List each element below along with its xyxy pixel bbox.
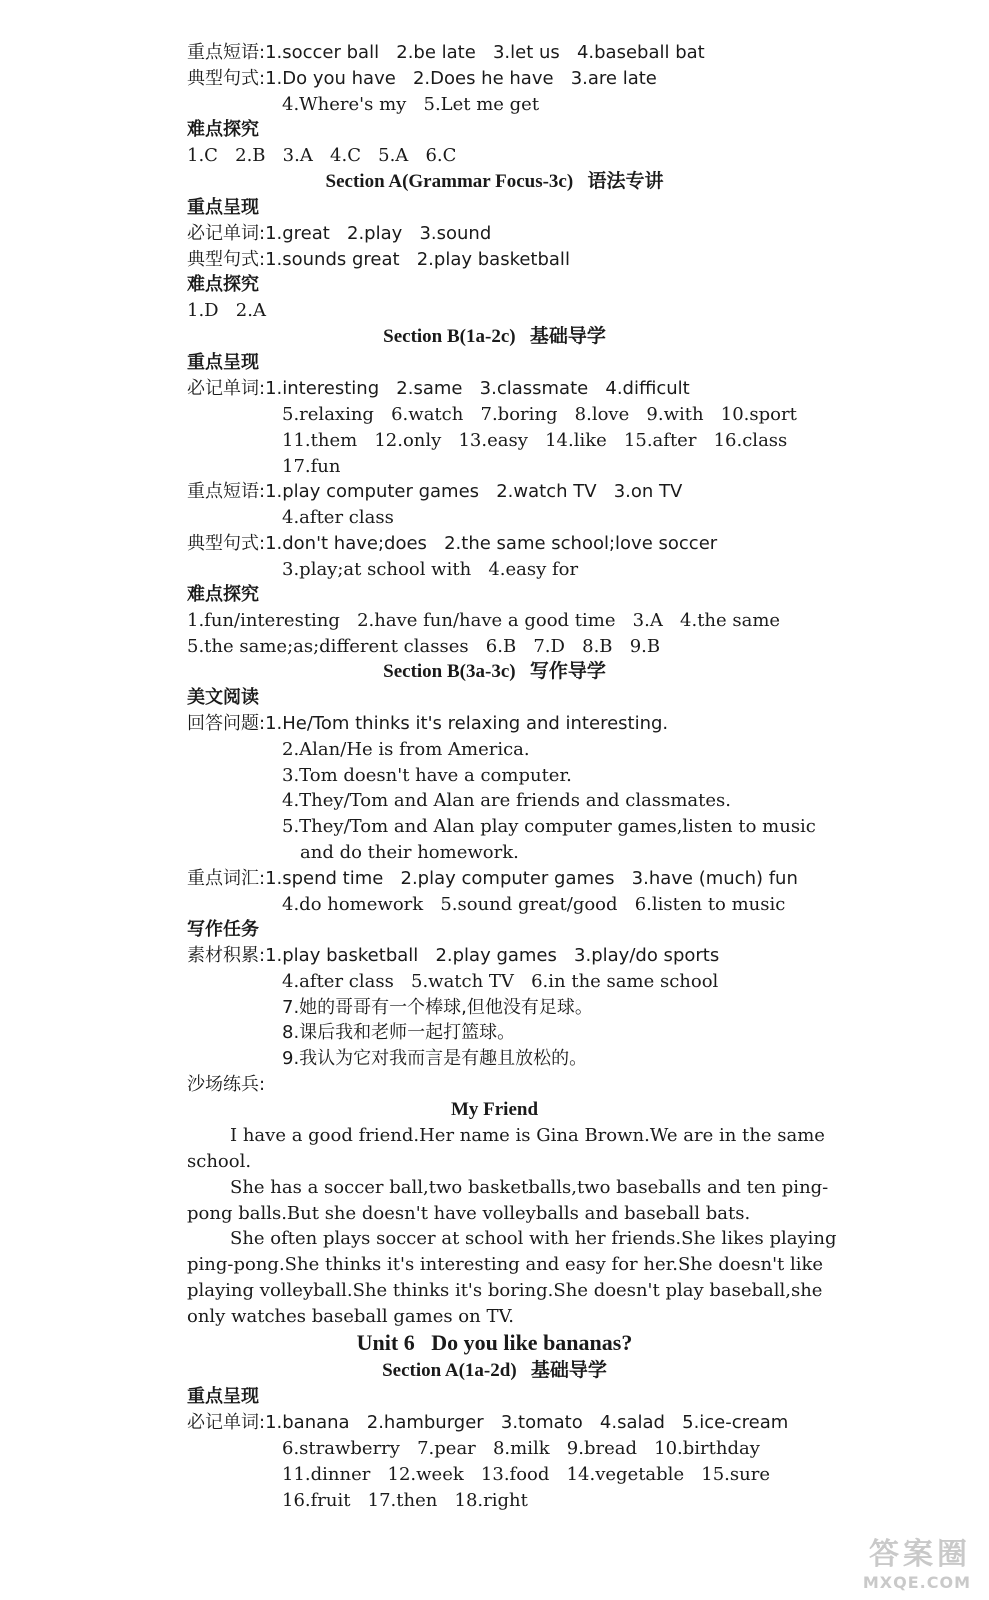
answer-questions-line: 回答问题:1.He/Tom thinks it's relaxing and interesting. — [187, 713, 669, 734]
answer-line: 5.the same;as;different classes 6.B 7.D 8.B 9.B — [187, 636, 661, 657]
essay-line: playing volleyball.She thinks it's boring.She doesn't play baseball,she — [187, 1280, 823, 1301]
essay-title: My Friend — [450, 1099, 539, 1120]
answer-line: 4.do homework 5.sound great/good 6.listen to music — [282, 894, 786, 915]
answer-line: 3.play;at school with 4.easy for — [282, 559, 579, 580]
key-phrases-line: 重点短语:1.play computer games 2.watch TV 3.on TV — [187, 481, 683, 502]
answer-line: 4.Where's my 5.Let me get — [282, 94, 540, 115]
essay-line: She has a soccer ball,two basketballs,two baseballs and ten ping- — [230, 1177, 829, 1198]
watermark-logo-text: 答案圈 — [869, 1537, 971, 1572]
key-phrases-line: 重点短语:1.soccer ball 2.be late 3.let us 4.baseball bat — [187, 42, 705, 63]
unit-title: Unit 6 Do you like bananas? — [356, 1330, 633, 1355]
watermark-url: MXQE.COM — [862, 1573, 971, 1592]
typical-sentences-line: 典型句式:1.sounds great 2.play basketball — [187, 249, 570, 270]
answer-line: 1.fun/interesting 2.have fun/have a good time 3.A 4.the same — [187, 610, 781, 631]
section-title: Section B(1a-2c) 基础导学 — [383, 326, 606, 347]
essay-line: pong balls.But she doesn't have volleyballs and baseball bats. — [187, 1203, 751, 1224]
section-heading: 重点呈现 — [187, 197, 259, 218]
site-watermark — [863, 1529, 971, 1592]
answer-line: 7.她的哥哥有一个棒球,但他没有足球。 — [282, 997, 593, 1018]
essay-line: only watches baseball games on TV. — [187, 1306, 515, 1327]
typical-sentences-line: 典型句式:1.don't have;does 2.the same school;love soccer — [187, 533, 718, 554]
essay-line: school. — [187, 1151, 252, 1172]
answer-line: 11.dinner 12.week 13.food 14.vegetable 15.sure — [282, 1464, 770, 1485]
must-know-words-line: 必记单词:1.banana 2.hamburger 3.tomato 4.salad 5.ice-cream — [187, 1412, 789, 1433]
answer-line: 6.strawberry 7.pear 8.milk 9.bread 10.birthday — [282, 1438, 760, 1459]
answer-line: 5.relaxing 6.watch 7.boring 8.love 9.with 10.sport — [282, 404, 797, 425]
answer-line: 11.them 12.only 13.easy 14.like 15.after 16.class — [282, 430, 788, 451]
answer-line: 4.after class — [282, 507, 394, 528]
section-title: Section A(1a-2d) 基础导学 — [382, 1360, 607, 1381]
section-heading: 美文阅读 — [187, 687, 259, 708]
answer-line: 4.They/Tom and Alan are friends and classmates. — [282, 790, 731, 811]
answer-line: 1.D 2.A — [187, 300, 266, 321]
section-heading: 重点呈现 — [187, 1386, 259, 1407]
key-vocabulary-line: 重点词汇:1.spend time 2.play computer games 3.have (much) fun — [187, 868, 798, 889]
section-heading: 重点呈现 — [187, 352, 259, 373]
section-heading: 难点探究 — [187, 584, 259, 605]
essay-line: I have a good friend.Her name is Gina Brown.We are in the same — [230, 1125, 825, 1146]
essay-line: ping-pong.She thinks it's interesting and easy for her.She doesn't like — [187, 1254, 824, 1275]
answer-line: 3.Tom doesn't have a computer. — [282, 765, 572, 786]
must-know-words-line: 必记单词:1.great 2.play 3.sound — [187, 223, 492, 244]
section-heading: 难点探究 — [187, 274, 259, 295]
answer-line: 4.after class 5.watch TV 6.in the same school — [282, 971, 719, 992]
section-heading: 写作任务 — [187, 919, 259, 940]
section-title: Section A(Grammar Focus-3c) 语法专讲 — [325, 171, 664, 192]
essay-line: She often plays soccer at school with her friends.She likes playing — [230, 1228, 837, 1249]
practice-label: 沙场练兵: — [187, 1074, 266, 1095]
must-know-words-line: 必记单词:1.interesting 2.same 3.classmate 4.difficult — [187, 378, 690, 399]
answer-line: 5.They/Tom and Alan play computer games,listen to music — [282, 816, 816, 837]
answer-line: and do their homework. — [300, 842, 519, 863]
section-title: Section B(3a-3c) 写作导学 — [383, 661, 606, 682]
section-heading: 难点探究 — [187, 119, 259, 140]
answer-line: 9.我认为它对我而言是有趣且放松的。 — [282, 1048, 588, 1069]
answer-line: 1.C 2.B 3.A 4.C 5.A 6.C — [187, 145, 457, 166]
typical-sentences-line: 典型句式:1.Do you have 2.Does he have 3.are late — [187, 68, 657, 89]
material-accumulation-line: 素材积累:1.play basketball 2.play games 3.play/do sports — [187, 945, 720, 966]
answer-line: 17.fun — [282, 456, 341, 477]
answer-line: 8.课后我和老师一起打篮球。 — [282, 1022, 516, 1043]
answer-line: 2.Alan/He is from America. — [282, 739, 530, 760]
answer-line: 16.fruit 17.then 18.right — [282, 1490, 528, 1511]
